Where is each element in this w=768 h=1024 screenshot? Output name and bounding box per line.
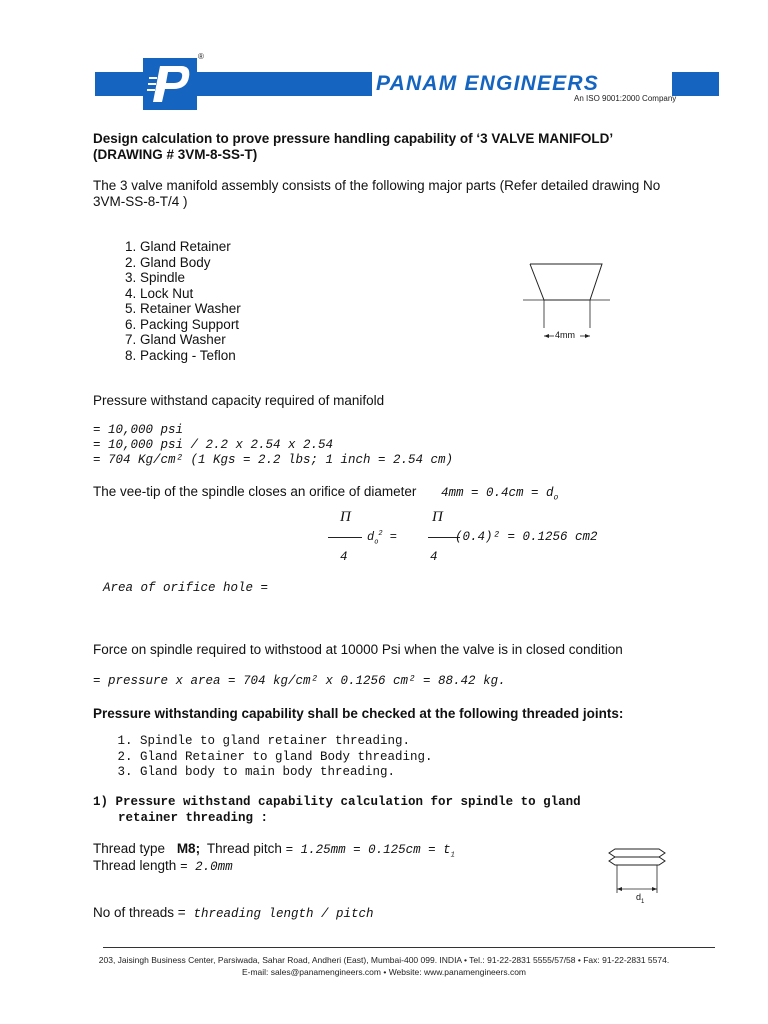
thread-length-value: = 2.0mm xyxy=(180,860,233,874)
list-item: 8. Packing - Teflon xyxy=(140,348,241,364)
fraction-bar-left xyxy=(328,537,362,538)
thread-pitch-sub: 1 xyxy=(450,851,455,860)
intro-line2: 3VM-SS-8-T/4 ) xyxy=(93,194,188,209)
footer-contact: E-mail: sales@panamengineers.com • Website: www.panamengineers.com xyxy=(241,967,527,977)
company-name: PANAM ENGINEERS xyxy=(376,72,599,95)
list-item: 4. Lock Nut xyxy=(140,286,241,302)
thread-length-row xyxy=(93,858,233,875)
list-item: 3. Spindle xyxy=(140,270,241,286)
no-threads-label: No of threads = xyxy=(93,905,186,920)
thread-pitch-value: = 1.25mm = 0.125cm = t xyxy=(285,843,451,857)
pressure-line-2: = 10,000 psi / 2.2 x 2.54 x 2.54 xyxy=(93,438,334,452)
d-term-sub: o xyxy=(374,538,379,547)
denominator-left: 4 xyxy=(340,550,348,564)
pressure-line-3: = 704 Kg/cm² (1 Kgs = 2.2 lbs; 1 inch = 2.54 cm) xyxy=(93,453,454,467)
thread-length-label: Thread length xyxy=(93,858,177,873)
footer-address: 203, Jaisingh Business Center, Parsiwada, Sahar Road, Andheri (East), Mumbai-400 099. INDIA • Tel.: 91-22-2831 5555/57/58 • Fax: 91-22-2831 5574. xyxy=(98,955,670,965)
thread-diagram-label-sub: 1 xyxy=(641,898,645,905)
d-term-sup: 2 xyxy=(378,530,383,538)
intro-line1: The 3 valve manifold assembly consists of the following major parts (Refer detailed drawing No xyxy=(93,178,661,193)
d-term-main: d xyxy=(367,530,375,544)
logo-p-icon xyxy=(143,58,197,110)
list-item: 5. Retainer Washer xyxy=(140,301,241,317)
vee-tip-formula xyxy=(441,486,558,506)
company-logo xyxy=(143,58,197,110)
thread-type-label: Thread type xyxy=(93,841,166,856)
list-item: 1. Spindle to gland retainer threading. xyxy=(140,734,433,750)
joints-list xyxy=(105,734,433,781)
parts-list xyxy=(105,239,241,363)
list-item: 3. Gland body to main body threading. xyxy=(140,765,433,781)
iso-certification: An ISO 9001:2000 Company xyxy=(574,94,677,103)
pi-numerator-left: Π xyxy=(340,509,351,525)
doc-title-line2: (DRAWING # 3VM-8-SS-T) xyxy=(93,147,258,162)
vee-tip-text: The vee-tip of the spindle closes an orifice of diameter xyxy=(93,484,417,499)
list-item: 6. Packing Support xyxy=(140,317,241,333)
no-threads-row xyxy=(93,905,373,922)
thread-pitch-label: Thread pitch xyxy=(206,841,282,856)
area-result: (0.4)² = 0.1256 cm2 xyxy=(455,530,598,544)
list-item: 2. Gland Body xyxy=(140,255,241,271)
vee-tip-formula-sub: o xyxy=(553,493,559,503)
list-item: 7. Gland Washer xyxy=(140,332,241,348)
pressure-line-1: = 10,000 psi xyxy=(93,423,184,437)
thread-diagram-label-main: d xyxy=(636,892,642,902)
no-threads-value: threading length / pitch xyxy=(193,907,374,921)
thread-type-value: M8; xyxy=(176,841,201,856)
pressure-heading: Pressure withstand capacity required of manifold xyxy=(93,393,385,408)
area-label: Area of orifice hole = xyxy=(103,581,269,595)
joints-heading: Pressure withstanding capability shall be checked at the following threaded joints: xyxy=(93,706,624,721)
section1-heading-line2: retainer threading : xyxy=(118,811,269,825)
denominator-right: 4 xyxy=(430,550,438,564)
pi-numerator-right: Π xyxy=(432,509,443,525)
vee-tip-formula-main: 4mm = 0.4cm = d xyxy=(441,486,554,500)
vee-diagram-label: 4mm xyxy=(555,330,575,340)
d-term: $d_o^2$ = xyxy=(367,530,398,547)
doc-title-line1: Design calculation to prove pressure handling capability of ‘3 VALVE MANIFOLD’ xyxy=(93,131,614,146)
list-item: 1. Gland Retainer xyxy=(140,239,241,255)
force-text: Force on spindle required to withstood at 10000 Psi when the valve is in closed condition xyxy=(93,642,623,657)
force-equation: = pressure x area = 704 kg/cm² x 0.1256 cm² = 88.42 kg. xyxy=(93,674,506,688)
thread-diagram-label xyxy=(636,892,644,905)
list-item: 2. Gland Retainer to gland Body threading. xyxy=(140,750,433,766)
footer-divider xyxy=(103,947,715,948)
registered-mark: ® xyxy=(198,52,204,61)
section1-heading-line1: 1) Pressure withstand capability calculation for spindle to gland xyxy=(93,795,581,809)
